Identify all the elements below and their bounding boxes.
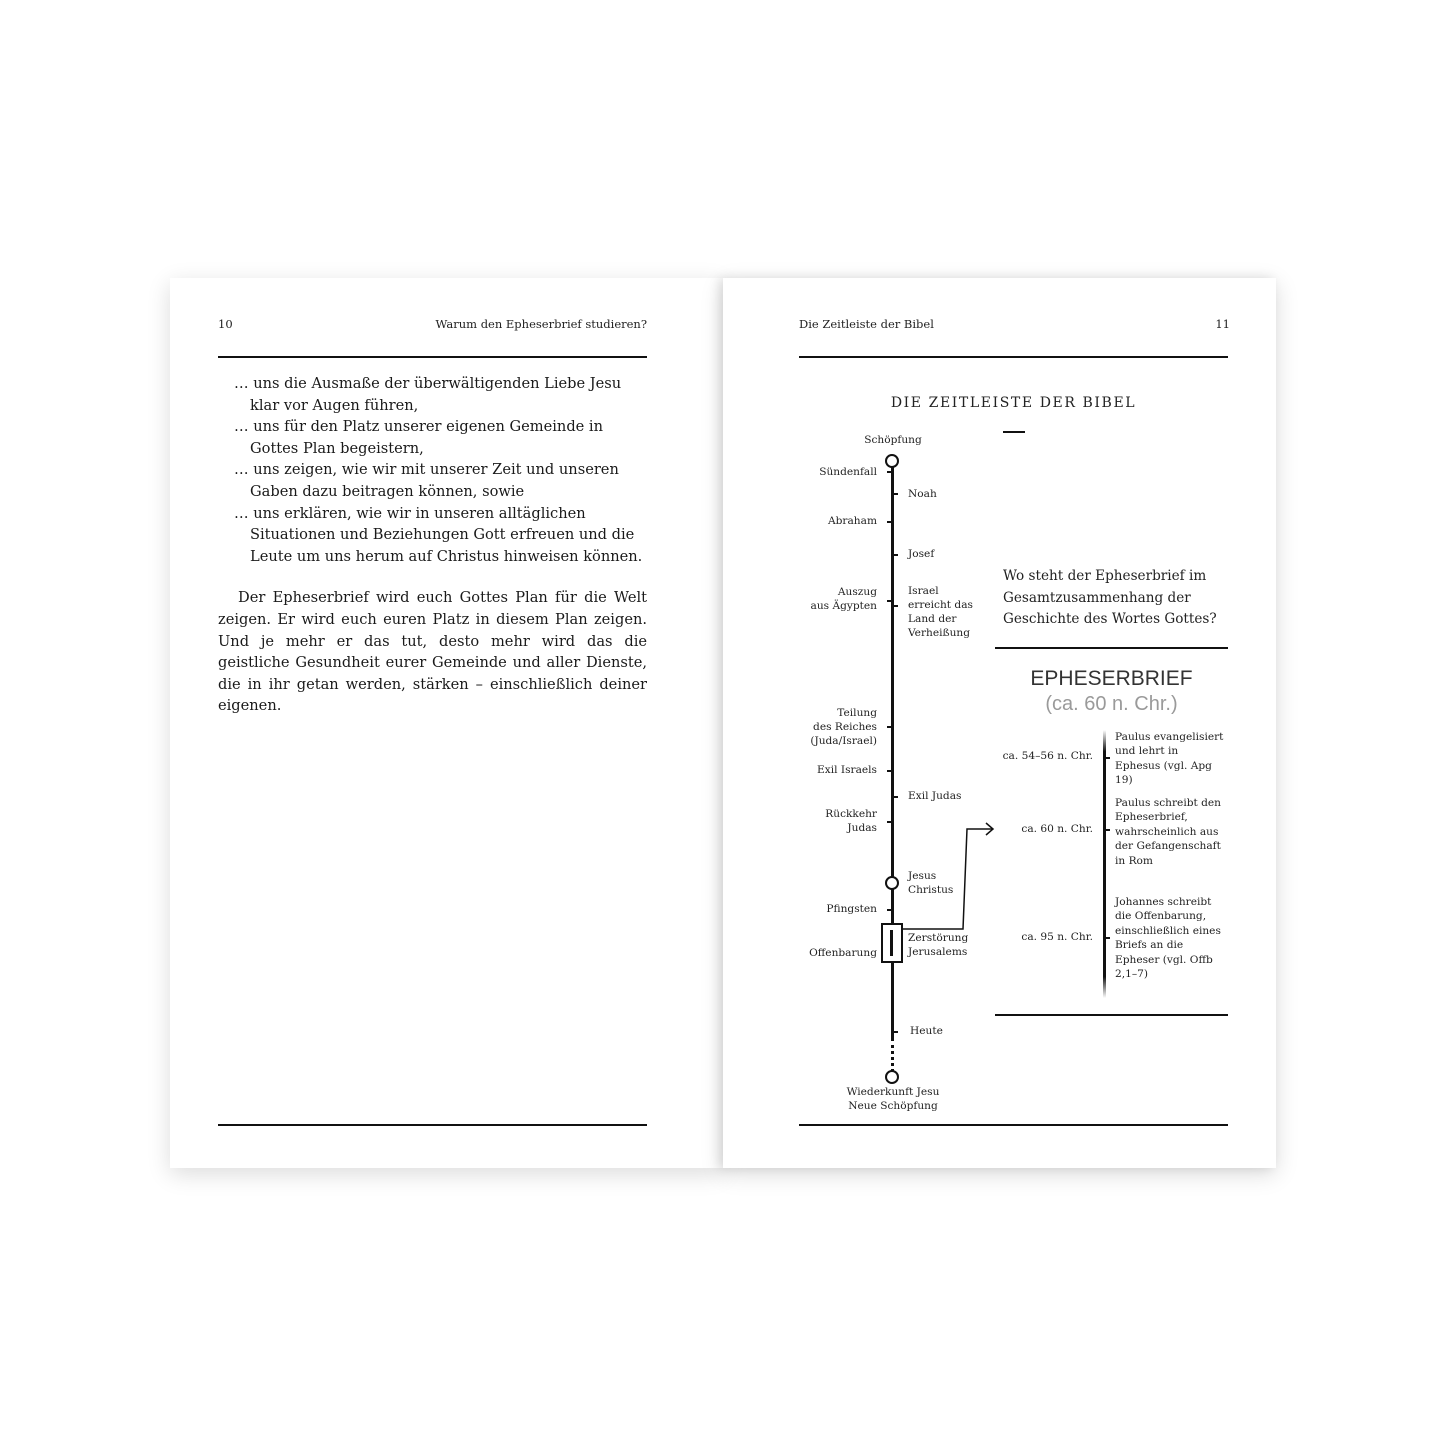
page-number: 11 (1215, 317, 1230, 331)
question-text: Wo steht der Epheserbrief im Gesamtzusammenhang der Geschichte des Wortes Gottes? (1003, 568, 1217, 628)
connector-arrow (901, 818, 997, 943)
bullet-item: … uns zeigen, wie wir mit unserer Zeit und unseren Gaben dazu beitragen können, sowie (234, 461, 619, 500)
right-page (723, 278, 1276, 1168)
sidebar-top-rule (995, 647, 1228, 649)
title-dash (1003, 431, 1025, 433)
header-rule (799, 356, 1228, 358)
event-tick (894, 605, 898, 607)
bullet-item: … uns die Ausmaße der überwältigenden Liebe Jesu klar vor Augen führen, (234, 375, 622, 414)
sidebar-entry-text: Paulus evangelisiert und lehrt in Ephesus (vgl. Apg 19) (1115, 731, 1224, 787)
event-tick (894, 493, 898, 495)
event-tick (894, 796, 898, 798)
event-label: Sündenfall (819, 466, 877, 478)
event-tick (1106, 829, 1110, 831)
event-tick (894, 1031, 898, 1033)
sidebar-date: ca. 60 n. Chr. (1021, 823, 1093, 835)
event-label: Rückkehr Judas (825, 808, 877, 834)
sidebar-date: ca. 54–56 n. Chr. (1002, 750, 1093, 762)
timeline-start-label: Schöpfung (864, 434, 922, 446)
event-ring (885, 876, 899, 890)
timeline-end-label: Wiederkunft Jesu Neue Schöpfung (846, 1086, 940, 1112)
running-title: Warum den Epheserbrief studieren? (435, 317, 647, 331)
timeline-future-dots (891, 1038, 894, 1072)
event-ring (885, 1070, 899, 1084)
sidebar-bottom-rule (995, 1014, 1228, 1016)
event-label: Noah (908, 488, 937, 500)
sidebar-date: ca. 95 n. Chr. (1021, 931, 1093, 943)
sidebar-subheading: (ca. 60 n. Chr.) (1045, 693, 1178, 715)
footer-rule (799, 1124, 1228, 1126)
event-label: Abraham (828, 515, 877, 527)
event-ring (885, 454, 899, 468)
event-tick (887, 521, 891, 523)
event-label: Auszug aus Ägypten (810, 586, 877, 612)
footer-rule (218, 1124, 647, 1126)
event-label: Offenbarung (809, 947, 877, 959)
event-label: Pfingsten (826, 903, 877, 915)
sidebar-entry-text: Paulus schreibt den Epheserbrief, wahrscheinlich aus der Gefangenschaft in Rom (1115, 797, 1221, 867)
epheserbrief-period-box (881, 923, 903, 963)
event-label: Exil Israels (817, 764, 877, 776)
sidebar-entry-text: Johannes schreibt die Offenbarung, einschließlich eines Briefs an die Epheser (vgl. Offb 2,1–7) (1115, 896, 1221, 981)
event-label: Israel erreicht das Land der Verheißung (908, 585, 973, 639)
event-tick (1106, 937, 1110, 939)
event-label: Exil Judas (908, 790, 962, 802)
running-title: Die Zeitleiste der Bibel (799, 317, 934, 331)
event-tick (1106, 757, 1110, 759)
header-rule (218, 356, 647, 358)
event-label: Zerstörung Jerusalems (908, 932, 969, 958)
event-tick (887, 821, 891, 823)
sidebar-heading: EPHESERBRIEF (1030, 667, 1193, 690)
event-tick (887, 471, 891, 473)
event-tick (887, 909, 891, 911)
sidebar-axis (1103, 730, 1106, 998)
left-page (170, 278, 723, 1168)
event-label: Josef (908, 548, 935, 560)
page-number: 10 (218, 317, 233, 331)
event-tick (887, 600, 891, 602)
event-tick (887, 726, 891, 728)
event-label: Teilung des Reiches (Juda/Israel) (810, 707, 877, 747)
event-tick (887, 770, 891, 772)
bullet-item: … uns für den Platz unserer eigenen Gemeinde in Gottes Plan begeistern, (234, 418, 603, 457)
event-tick (894, 554, 898, 556)
event-label: Heute (910, 1025, 943, 1037)
bullet-item: … uns erklären, wie wir in unseren alltäglichen Situationen und Beziehungen Gott erfreuen und die Leute um uns herum auf Christus hinweisen können. (234, 504, 643, 565)
event-label: Jesus Christus (908, 870, 954, 896)
body-text (218, 373, 647, 717)
paragraph: Der Epheserbrief wird euch Gottes Plan für die Welt zeigen. Er wird euch euren Platz in diesem Plan zeigen. Und je mehr er das tut, desto mehr wird das die geistliche Gesundheit eurer Gemeinde und aller Dienste, die in ihr getan werden, stärken – einschließlich deiner eigenen. (218, 589, 647, 715)
chart-title: DIE ZEITLEISTE DER BIBEL (890, 395, 1137, 411)
